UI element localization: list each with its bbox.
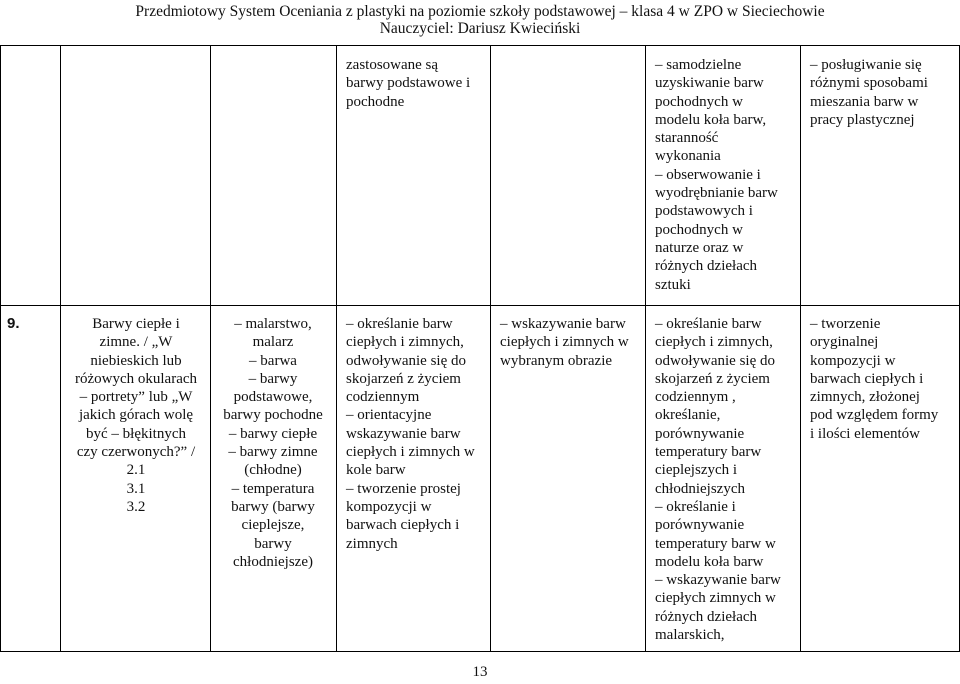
cell-terms: – malarstwo, malarz – barwa – barwy podstawowe, barwy pochodne – barwy ciepłe – barwy zimne (chłodne) – temperatura barwy (barwy cieplejsze, barwy chłodniejsze) — [223, 316, 323, 570]
cell-col6: – tworzenie oryginalnej kompozycji w barwach ciepłych i zimnych, złożonej pod względem formy i ilości elementów — [810, 316, 939, 442]
cell-col4: – wskazywanie barw ciepłych i zimnych w wybranym obrazie — [500, 316, 629, 369]
cell-top-col6: – posługiwanie się różnymi sposobami mieszania barw w pracy plastycznej — [810, 57, 928, 128]
table-top-border — [0, 45, 960, 46]
column-divider — [800, 45, 801, 652]
column-divider — [336, 45, 337, 652]
column-divider — [210, 45, 211, 652]
cell-topic: Barwy ciepłe i zimne. / „W niebieskich lub różowych okularach – portrety” lub „W jakich górach wolę być – błękitnych czy czerwonych?” / 2.1 3.1 3.2 — [74, 316, 198, 515]
column-divider — [490, 45, 491, 652]
document-header-title: Przedmiotowy System Oceniania z plastyki na poziomie szkoły podstawowej – klasa 4 w ZPO w Sieciechowie — [135, 3, 825, 20]
row-divider — [0, 305, 960, 306]
document-header-teacher: Nauczyciel: Dariusz Kwieciński — [379, 20, 581, 37]
cell-col3: – określanie barw ciepłych i zimnych, odwoływanie się do skojarzeń z życiem codziennym – orientacyjne wskazywanie barw ciepłych i zimnych w kole barw – tworzenie prostej kompozycji w barwach ciepłych i zimnych — [346, 316, 475, 552]
cell-top-col5: – samodzielne uzyskiwanie barw pochodnych w modelu koła barw, staranność wykonania – obserwowanie i wyodrębnianie barw podstawowych i pochodnych w naturze oraz w różnych dziełach sztuki — [655, 57, 778, 293]
table-bottom-border — [0, 651, 960, 652]
column-divider — [60, 45, 61, 652]
cell-top-col3: zastosowane są barwy podstawowe i pochodne — [346, 57, 471, 110]
cell-col5: – określanie barw ciepłych i zimnych, odwoływanie się do skojarzeń z życiem codziennym , określanie, porównywanie temperatury barw cieplejszych i chłodniejszych – określanie i porównywanie temperatury barw w modelu koła barw – wskazywanie barw ciepłych zimnych w różnych dziełach malarskich, — [655, 316, 781, 644]
row-number: 9. — [7, 315, 20, 332]
column-divider — [645, 45, 646, 652]
page-number: 13 — [472, 664, 488, 680]
table-left-border — [0, 45, 1, 652]
